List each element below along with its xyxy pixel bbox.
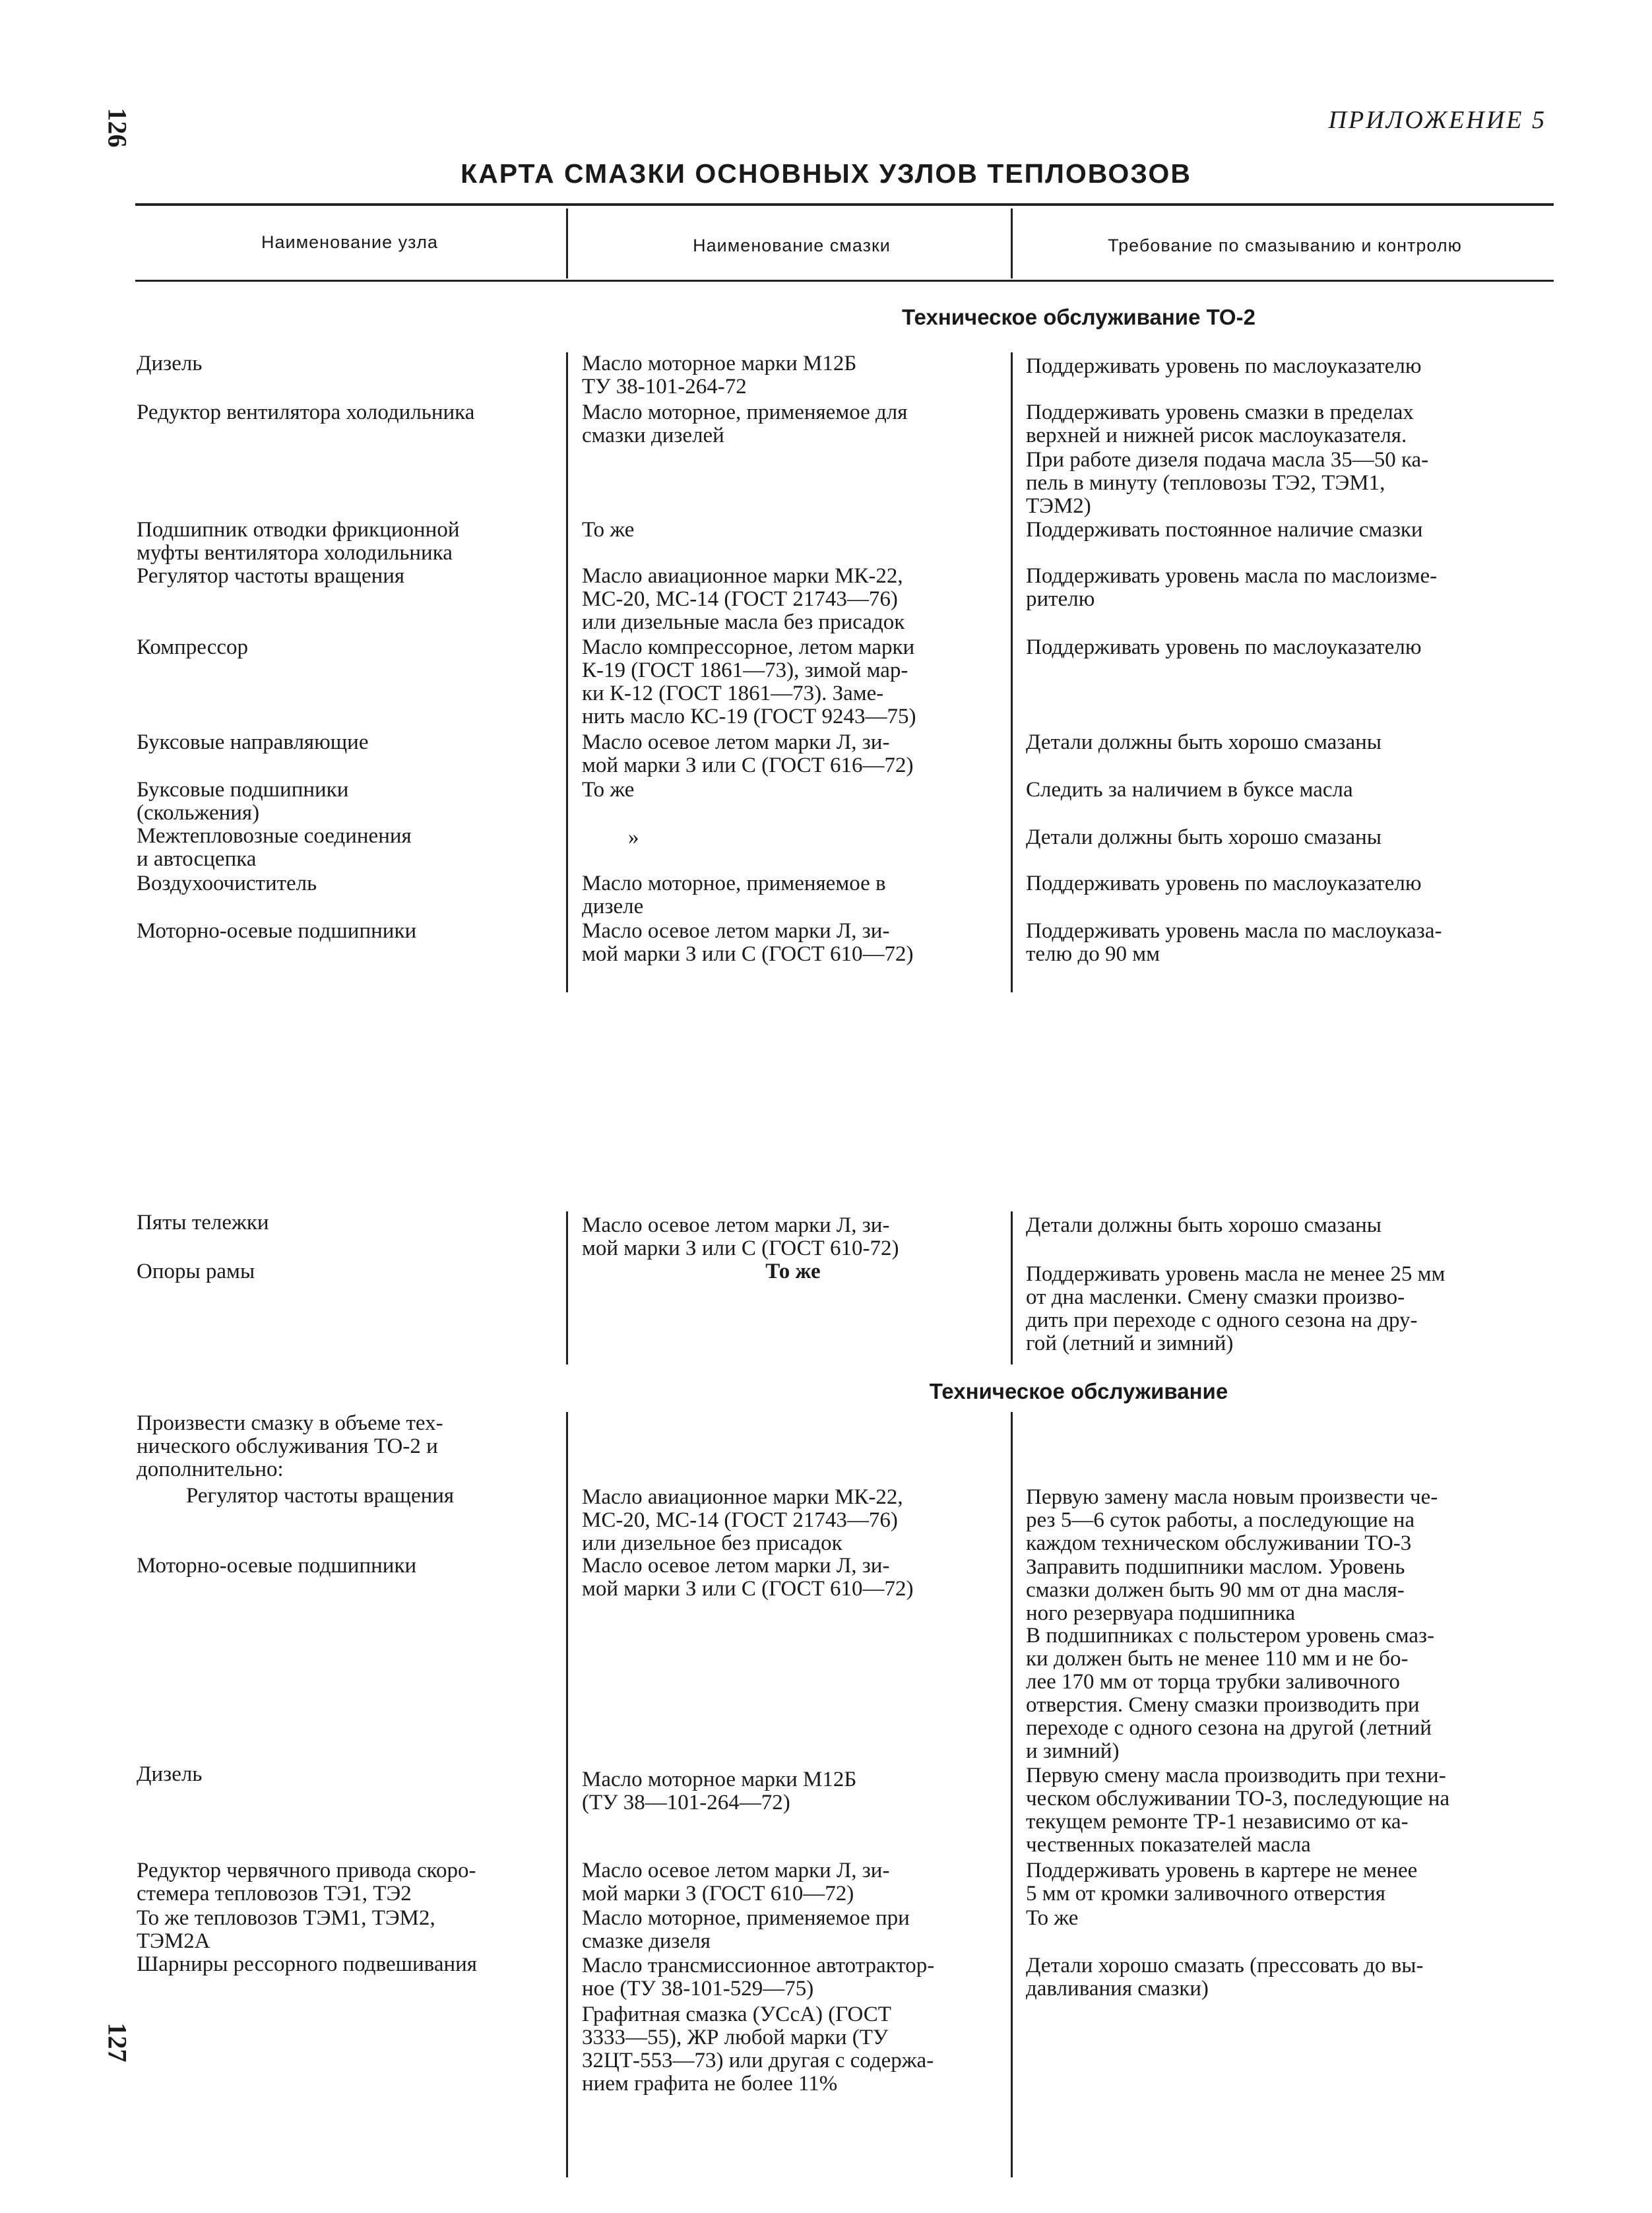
lube-cell: Масло осевое летом марки Л, зи- мой марки З или С (ГОСТ 610—72) <box>582 1554 914 1601</box>
requirement-cell: Поддерживать уровень смазки в пределах верхней и нижней рисок маслоуказателя. <box>1026 401 1414 447</box>
page-title: КАРТА СМАЗКИ ОСНОВНЫХ УЗЛОВ ТЕПЛОВОЗОВ <box>461 158 1191 189</box>
requirement-cell: Детали хорошо смазать (прессовать до вы- давливания смазки) <box>1026 1954 1424 2001</box>
lube-cell: Масло моторное марки М12Б (ТУ 38—101-264—72) <box>582 1768 857 1814</box>
col-divider <box>566 1412 568 2177</box>
unit-cell: То же тепловозов ТЭМ1, ТЭМ2, ТЭМ2А <box>137 1906 435 1953</box>
unit-cell: Редуктор червячного привода скоро- стемера тепловозов ТЭ1, ТЭ2 <box>137 1859 476 1906</box>
lube-cell: Масло моторное марки М12Б ТУ 38-101-264-72 <box>582 352 857 399</box>
lube-cell: Графитная смазка (УСсА) (ГОСТ 3333—55), ЖР любой марки (ТУ 32ЦТ-553—73) или другая с содержа- нием графита не более 11% <box>582 2003 934 2096</box>
unit-cell: Пяты тележки <box>137 1211 269 1235</box>
requirement-cell: Детали должны быть хорошо смазаны <box>1026 1213 1382 1237</box>
page-number-bottom: 127 <box>102 2022 133 2063</box>
requirement-cell: В подшипниках с польстером уровень смаз- ки должен быть не менее 110 мм и не бо- лее 170 мм от торца трубки заливочного отверстия. Смену смазки производить при переходе с одного сезона на другой (летний и зимний) <box>1026 1624 1435 1763</box>
unit-cell: Регулятор частоты вращения <box>186 1484 455 1508</box>
unit-cell: Моторно-осевые подшипники <box>137 1554 417 1578</box>
col-divider <box>1011 352 1013 992</box>
lube-cell: То же <box>765 1260 821 1283</box>
requirement-cell: Поддерживать уровень в картере не менее 5 мм от кромки заливочного отверстия <box>1026 1859 1418 1906</box>
col-divider <box>566 208 568 278</box>
lube-cell: Масло компрессорное, летом марки К-19 (ГОСТ 1861—73), зимой мар- ки К-12 (ГОСТ 1861—73). Заме- нить масло КС-19 (ГОСТ 9243—75) <box>582 635 916 728</box>
requirement-cell: Следить за наличием в буксе масла <box>1026 778 1353 802</box>
unit-cell: Буксовые подшипники (скольжения) <box>137 778 349 825</box>
lube-cell: Масло осевое летом марки Л, зи- мой марки З (ГОСТ 610—72) <box>582 1859 890 1906</box>
unit-cell: Буксовые направляющие <box>137 730 369 754</box>
lube-cell: То же <box>582 518 635 542</box>
unit-cell: Дизель <box>137 1762 203 1786</box>
appendix-label: ПРИЛОЖЕНИЕ 5 <box>1328 106 1546 134</box>
requirement-cell: Поддерживать уровень по маслоуказателю <box>1026 872 1422 895</box>
col-divider <box>1011 208 1013 278</box>
requirement-cell: Поддерживать уровень масла по маслоизме- рителю <box>1026 564 1438 611</box>
page-number-top: 126 <box>102 108 133 148</box>
lube-cell: Масло осевое летом марки Л, зи- мой марки З или С (ГОСТ 616—72) <box>582 730 914 777</box>
table-header-rule <box>135 280 1554 282</box>
unit-cell: Воздухоочиститель <box>137 872 317 895</box>
requirement-cell: При работе дизеля подача масла 35—50 ка- пель в минуту (тепловозы ТЭ2, ТЭМ1, ТЭМ2) <box>1026 448 1429 518</box>
lube-cell: Масло моторное, применяемое для смазки дизелей <box>582 401 908 447</box>
unit-cell: Межтепловозные соединения и автосцепка <box>137 824 412 871</box>
unit-cell: Подшипник отводки фрикционной муфты вентилятора холодильника <box>137 518 460 565</box>
lube-cell: Масло авиационное марки МК-22, МС-20, МС-14 (ГОСТ 21743—76) или дизельные масла без присадок <box>582 564 905 634</box>
requirement-cell: То же <box>1026 1906 1079 1930</box>
col-divider <box>1011 1211 1013 1364</box>
requirement-cell: Детали должны быть хорошо смазаны <box>1026 730 1382 754</box>
unit-cell: Дизель <box>137 352 203 375</box>
lube-cell: Масло трансмиссионное автотрактор- ное (ТУ 38-101-529—75) <box>582 1954 935 2001</box>
unit-cell: Произвести смазку в объеме тех- нического обслуживания ТО-2 и дополнительно: <box>137 1411 443 1481</box>
unit-cell: Регулятор частоты вращения <box>137 564 405 588</box>
lube-cell: Масло моторное, применяемое в дизеле <box>582 872 886 918</box>
header-req: Требование по смазыванию и контролю <box>1108 236 1462 255</box>
requirement-cell: Первую замену масла новым произвести че- рез 5—6 суток работы, а последующие на каждом техническом обслуживании ТО-3 <box>1026 1485 1438 1555</box>
lube-cell: Масло осевое летом марки Л, зи- мой марки З или С (ГОСТ 610—72) <box>582 919 914 966</box>
unit-cell: Моторно-осевые подшипники <box>137 919 417 943</box>
requirement-cell: Первую смену масла производить при техни- ческом обслуживании ТО-3, последующие на текущем ремонте ТР-1 независимо от ка- чественных показателей масла <box>1026 1764 1450 1857</box>
section-heading-to: Техническое обслуживание <box>929 1379 1228 1403</box>
header-lube: Наименование смазки <box>693 236 891 255</box>
requirement-cell: Поддерживать постоянное наличие смазки <box>1026 518 1423 542</box>
unit-cell: Компрессор <box>137 635 249 659</box>
requirement-cell: Детали должны быть хорошо смазаны <box>1026 825 1382 849</box>
lube-cell: Масло осевое летом марки Л, зи- мой марки З или С (ГОСТ 610-72) <box>582 1213 899 1260</box>
requirement-cell: Поддерживать уровень масла не менее 25 мм от дна масленки. Смену смазки произво- дить при переходе с одного сезона на дру- гой (летний и зимний) <box>1026 1262 1446 1355</box>
requirement-cell: Поддерживать уровень по маслоуказателю <box>1026 354 1422 378</box>
lube-cell: То же <box>582 778 635 802</box>
lube-cell: » <box>628 825 639 849</box>
requirement-cell: Поддерживать уровень по маслоуказателю <box>1026 635 1422 659</box>
lube-cell: Масло авиационное марки МК-22, МС-20, МС-14 (ГОСТ 21743—76) или дизельное без присадок <box>582 1485 903 1555</box>
lube-cell: Масло моторное, применяемое при смазке дизеля <box>582 1906 910 1953</box>
requirement-cell: Заправить подшипники маслом. Уровень смазки должен быть 90 мм от дна масля- ного резервуара подшипника <box>1026 1555 1405 1625</box>
unit-cell: Опоры рамы <box>137 1260 255 1283</box>
table-top-rule <box>135 203 1554 206</box>
unit-cell: Шарниры рессорного подвешивания <box>137 1952 477 1976</box>
requirement-cell: Поддерживать уровень масла по маслоуказа- телю до 90 мм <box>1026 919 1442 966</box>
header-unit: Наименование узла <box>261 232 438 252</box>
unit-cell: Редуктор вентилятора холодильника <box>137 401 475 424</box>
col-divider <box>566 352 568 992</box>
col-divider <box>566 1211 568 1364</box>
col-divider <box>1011 1412 1013 2177</box>
section-heading-to2: Техническое обслуживание ТО-2 <box>902 305 1255 329</box>
